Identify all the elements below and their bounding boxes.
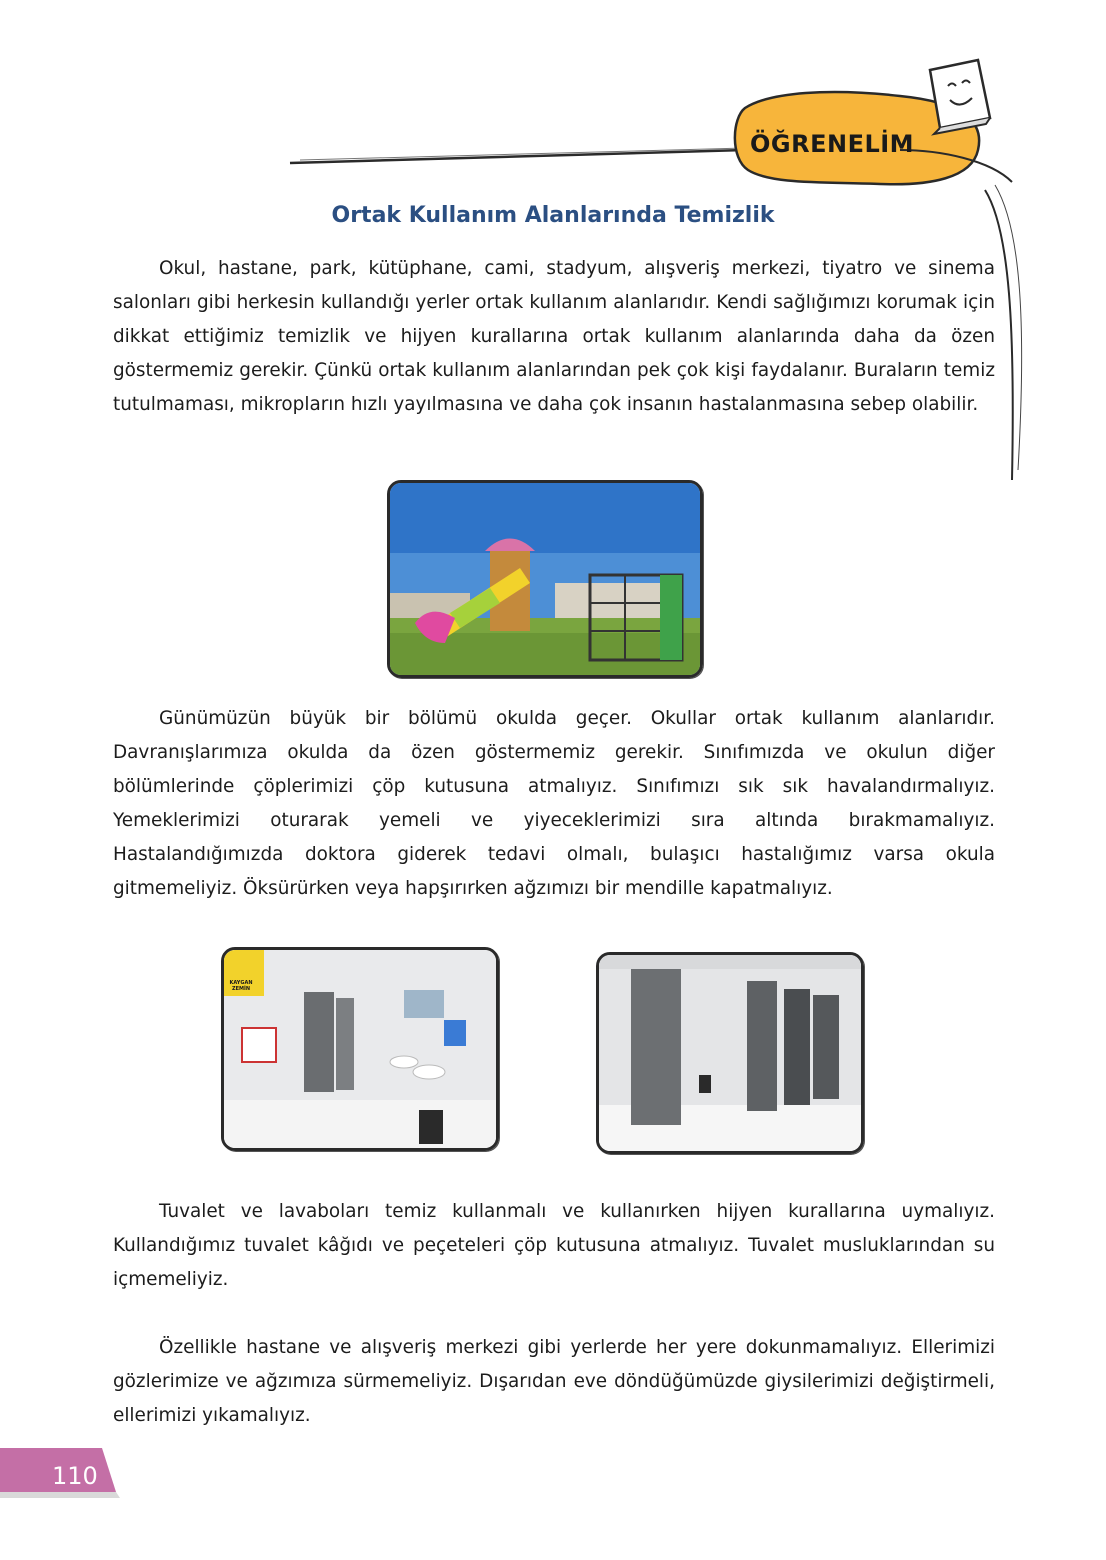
paragraph-restroom: Tuvalet ve lavaboları temiz kullanmalı ve kullanırken hijyen kurallarına uymalıyız. Kullandığımız tuvalet kâğıdı ve peçeteleri çöp kutusuna atmalıyız. Tuvalet musluklarından su içmemeliyiz. xyxy=(113,1201,995,1290)
paragraph-school: Günümüzün büyük bir bölümü okulda geçer. Okullar ortak kullanım alanlarıdır. Davranışlarımıza okulda da özen göstermemiz gerekir. Sınıfımızda ve okulun diğer bölümlerinde çöplerimizi çöp kutusuna atmalıyız. Sınıfımızı sık sık havalandırmalıyız. Yemeklerimizi oturarak yemeli ve yiyeceklerimizi sıra altında bırakmamalıyız. Hastalandığımızda doktora giderek tedavi olmalı, bulaşıcı hastalığımız varsa okula gitmemeliyiz. Öksürürken veya hapşırırken ağzımızı bir mendille kapatmalıyız. xyxy=(113,708,995,899)
playground-photo xyxy=(387,480,703,678)
paragraph-intro: Okul, hastane, park, kütüphane, cami, stadyum, alışveriş merkezi, tiyatro ve sinema salonları gibi herkesin kullandığı yerler ortak kullanım alanlarıdır. Kendi sağlığımızı korumak için dikkat ettiğimiz temizlik ve hijyen kurallarına ortak kullanım alanlarında daha da özen göstermemiz gerekir. Çünkü ortak kullanım alanlarından pek çok kişi faydalanır. Buraların temiz tutulmaması, mikropların hızlı yayılmasına ve daha çok insanın hastalanmasına sebep olabilir. xyxy=(113,258,995,415)
restroom-stalls-photo xyxy=(596,952,864,1154)
paragraph-public-places: Özellikle hastane ve alışveriş merkezi gibi yerlerde her yere dokunmamalıyız. Ellerimizi gözlerimize ve ağzımıza sürmemeliyiz. Dışarıdan eve döndüğümüzde giysilerimizi değiştirmeli, ellerimizi yıkamalıyız. xyxy=(113,1337,995,1426)
smiling-book-icon xyxy=(930,60,990,134)
restroom-sinks-photo xyxy=(221,947,499,1151)
slippery-floor-sign-text: KAYGAN ZEMİN xyxy=(229,980,253,992)
page-number: 110 xyxy=(52,1462,98,1490)
section-title: Ortak Kullanım Alanlarında Temizlik xyxy=(331,203,775,228)
ogrenelim-badge-label: ÖĞRENELİM xyxy=(750,130,915,158)
